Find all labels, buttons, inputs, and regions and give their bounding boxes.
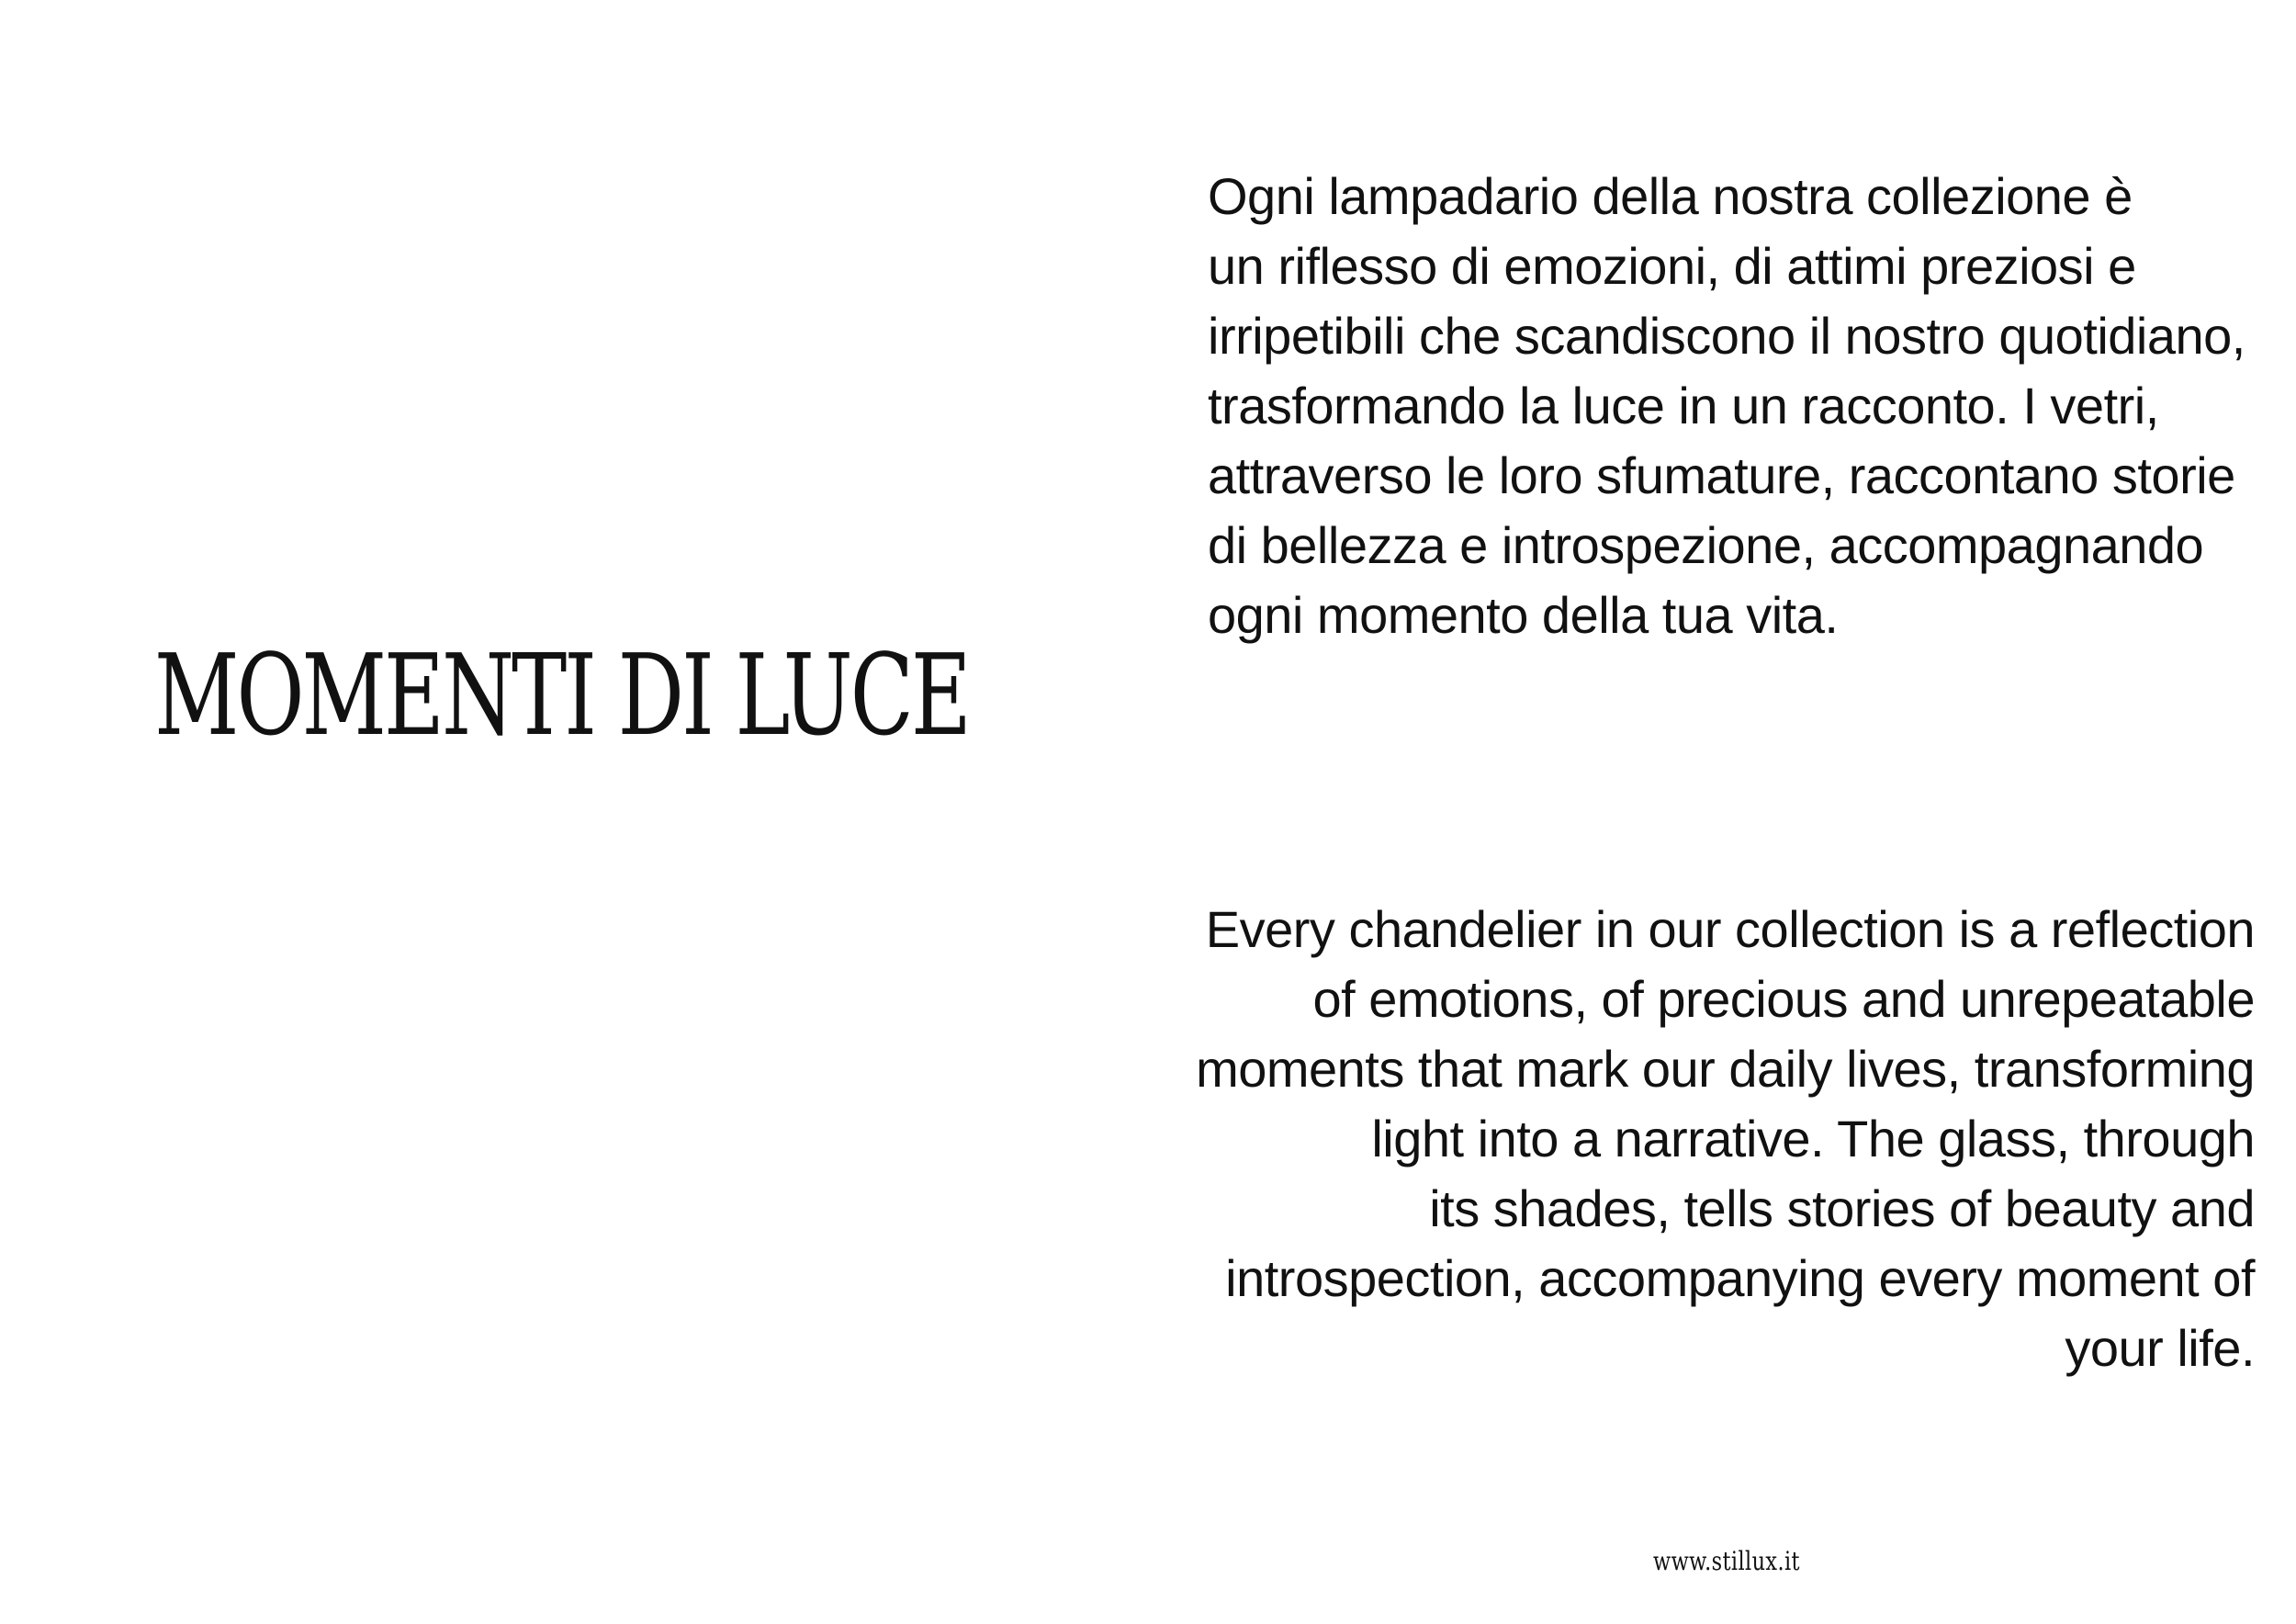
english-paragraph: [1194, 895, 2255, 1383]
paragraph-line: irripetibili che scandiscono il nostro quotidiano,: [1208, 307, 2245, 365]
paragraph-line: light into a narrative. The glass, through: [1371, 1110, 2255, 1167]
paragraph-line: Every chandelier in our collection is a reflection: [1205, 900, 2255, 958]
paragraph-line: un riflesso di emozioni, di attimi preziosi e: [1208, 237, 2136, 295]
paragraph-line: its shades, tells stories of beauty and: [1429, 1179, 2255, 1237]
paragraph-line: Ogni lampadario della nostra collezione è: [1208, 167, 2133, 225]
paragraph-line: di bellezza e introspezione, accompagnando: [1208, 516, 2204, 574]
page-title: MOMENTI DI LUCE: [154, 630, 969, 761]
paragraph-line: trasformando la luce in un racconto. I vetri,: [1208, 377, 2159, 434]
italian-paragraph: [1208, 162, 2273, 650]
paragraph-line: attraverso le loro sfumature, raccontano storie: [1208, 446, 2235, 504]
paragraph-line: introspection, accompanying every moment of: [1225, 1249, 2255, 1307]
paragraph-line: ogni momento della tua vita.: [1208, 586, 1839, 644]
paragraph-line: your life.: [2065, 1319, 2255, 1377]
paragraph-line: moments that mark our daily lives, transforming: [1196, 1040, 2255, 1098]
website-link[interactable]: www.stillux.it: [1653, 1546, 1800, 1576]
paragraph-line: of emotions, of precious and unrepeatable: [1312, 970, 2255, 1028]
